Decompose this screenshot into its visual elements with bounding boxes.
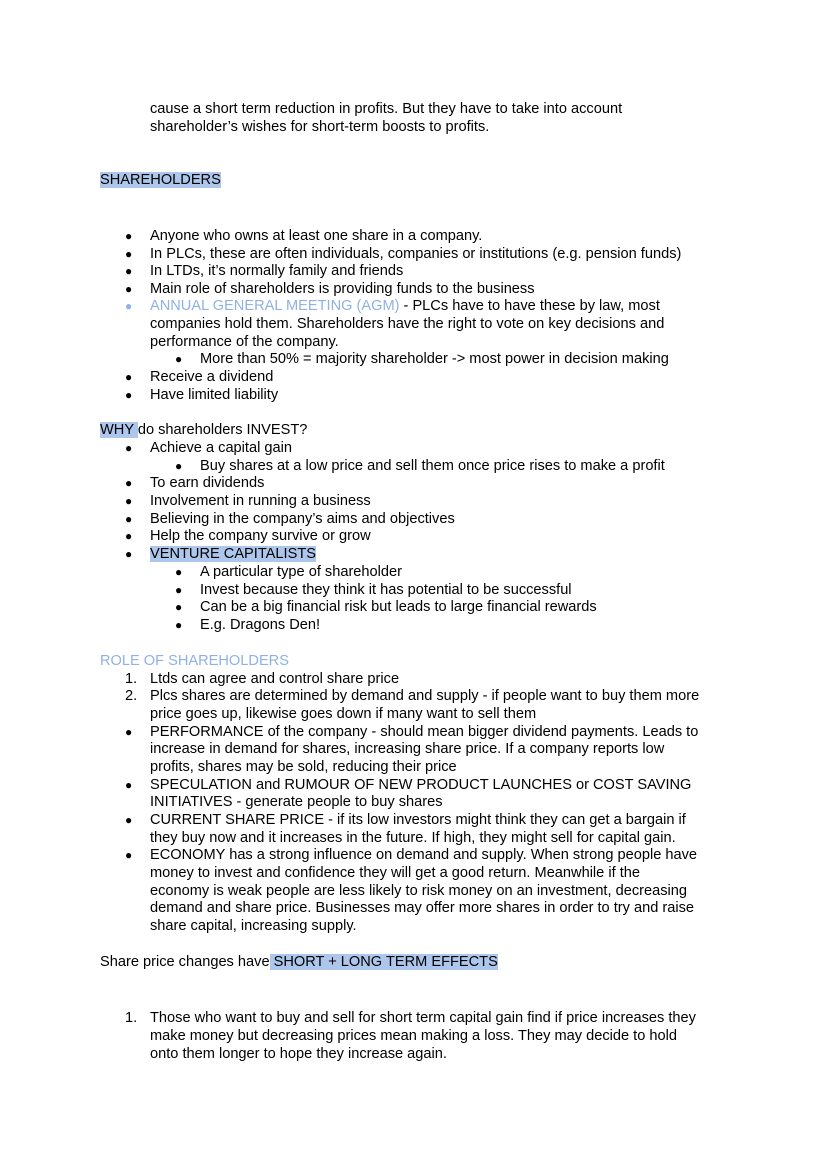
bullet-icon: ● xyxy=(175,583,183,597)
bullet-icon: ● xyxy=(125,725,133,739)
numbered-item-cont: price goes up, likewise goes down if many want to sell them xyxy=(150,706,537,722)
vc-label: VENTURE CAPITALISTS xyxy=(150,546,316,562)
list-item-cont: economy is weak people are less likely to risk money on an investment, decreasing xyxy=(150,883,687,899)
bullet-icon: ● xyxy=(125,848,133,862)
bullet-icon: ● xyxy=(125,264,133,278)
list-item: In LTDs, it’s normally family and friends xyxy=(150,263,404,279)
list-item: PERFORMANCE of the company - should mean bigger dividend payments. Leads to xyxy=(150,724,699,740)
shareholders-heading-text: SHAREHOLDERS xyxy=(100,172,221,188)
numbered-item: Plcs shares are determined by demand and supply - if people want to buy them more xyxy=(150,688,700,704)
bullet-icon: ● xyxy=(125,388,133,402)
agm-text: - PLCs have to have these by law, most xyxy=(399,298,660,314)
list-item-cont: profits, shares may be sold, reducing their price xyxy=(150,759,457,775)
bullet-icon: ● xyxy=(125,282,133,296)
list-item: Involvement in running a business xyxy=(150,493,371,509)
list-number: 1. xyxy=(125,671,138,687)
effects-hl: SHORT + LONG TERM EFFECTS xyxy=(269,954,498,970)
list-item: Receive a dividend xyxy=(150,369,274,385)
numbered-item: Those who want to buy and sell for short term capital gain find if price increases they xyxy=(150,1010,696,1026)
intro-line-1: cause a short term reduction in profits. But they have to take into account xyxy=(150,101,623,117)
list-item: To earn dividends xyxy=(150,475,265,491)
list-number: 1. xyxy=(125,1010,138,1026)
effects-text: Share price changes have xyxy=(100,954,270,970)
bullet-icon: ● xyxy=(125,247,133,261)
sub-list-item: E.g. Dragons Den! xyxy=(200,617,321,633)
bullet-icon: ● xyxy=(175,618,183,632)
bullet-icon: ● xyxy=(175,600,183,614)
sub-list-item: Buy shares at a low price and sell them once price rises to make a profit xyxy=(200,458,665,474)
bullet-icon: ● xyxy=(125,547,133,561)
bullet-icon: ● xyxy=(125,494,133,508)
bullet-icon: ● xyxy=(175,352,183,366)
effects-heading xyxy=(100,954,498,972)
sub-list-item: A particular type of shareholder xyxy=(200,564,402,580)
list-item-cont: share capital, increasing supply. xyxy=(150,918,357,934)
list-item: Believing in the company’s aims and objectives xyxy=(150,511,455,527)
numbered-item: Ltds can agree and control share price xyxy=(150,671,400,687)
intro-line-2: shareholder’s wishes for short-term boosts to profits. xyxy=(150,119,490,135)
list-item-cont: they buy now and it increases in the future. If high, they might sell for capital gain. xyxy=(150,830,676,846)
list-item: Main role of shareholders is providing funds to the business xyxy=(150,281,535,297)
list-item: CURRENT SHARE PRICE - if its low investors might think they can get a bargain if xyxy=(150,812,686,828)
bullet-icon: ● xyxy=(125,229,133,243)
sub-list-item: Can be a big financial risk but leads to large financial rewards xyxy=(200,599,597,615)
list-number: 2. xyxy=(125,688,138,704)
list-item: Anyone who owns at least one share in a company. xyxy=(150,228,483,244)
list-item: Achieve a capital gain xyxy=(150,440,292,456)
numbered-item-cont: onto them longer to hope they increase again. xyxy=(150,1046,447,1062)
bullet-icon: ● xyxy=(125,512,133,526)
vc-item xyxy=(150,546,316,564)
list-item-cont: INITIATIVES - generate people to buy shares xyxy=(150,794,443,810)
shareholders-heading xyxy=(100,172,221,190)
bullet-icon: ● xyxy=(125,813,133,827)
list-item: In PLCs, these are often individuals, companies or institutions (e.g. pension funds) xyxy=(150,246,682,262)
bullet-icon: ● xyxy=(125,370,133,384)
role-heading: ROLE OF SHAREHOLDERS xyxy=(100,653,289,669)
list-item: Have limited liability xyxy=(150,387,279,403)
sub-list-item: Invest because they think it has potential to be successful xyxy=(200,582,572,598)
bullet-icon: ● xyxy=(125,441,133,455)
agm-line-2: companies hold them. Shareholders have the right to vote on key decisions and xyxy=(150,316,665,332)
bullet-icon: ● xyxy=(175,565,183,579)
list-item: SPECULATION and RUMOUR OF NEW PRODUCT LAUNCHES or COST SAVING xyxy=(150,777,692,793)
bullet-icon: ● xyxy=(175,459,183,473)
bullet-icon: ● xyxy=(125,299,133,313)
list-item-cont: increase in demand for shares, increasing share price. If a company reports low xyxy=(150,741,665,757)
agm-line-3: performance of the company. xyxy=(150,334,339,350)
agm-sub-item: More than 50% = majority shareholder -> most power in decision making xyxy=(200,351,669,367)
bullet-icon: ● xyxy=(125,476,133,490)
bullet-icon: ● xyxy=(125,529,133,543)
bullet-icon: ● xyxy=(125,778,133,792)
list-item: Help the company survive or grow xyxy=(150,528,371,544)
list-item: ECONOMY has a strong influence on demand and supply. When strong people have xyxy=(150,847,698,863)
why-heading-rest: do shareholders INVEST? xyxy=(137,422,308,438)
agm-label: ANNUAL GENERAL MEETING (AGM) xyxy=(150,298,400,314)
why-heading xyxy=(100,422,307,440)
list-item-cont: demand and share price. Businesses may offer more shares in order to try and raise xyxy=(150,900,695,916)
why-heading-hl: WHY xyxy=(100,422,138,438)
list-item-cont: money to invest and confidence they will get a good return. Meanwhile if the xyxy=(150,865,640,881)
agm-item xyxy=(150,298,660,316)
numbered-item-cont: make money but decreasing prices mean making a loss. They may decide to hold xyxy=(150,1028,677,1044)
